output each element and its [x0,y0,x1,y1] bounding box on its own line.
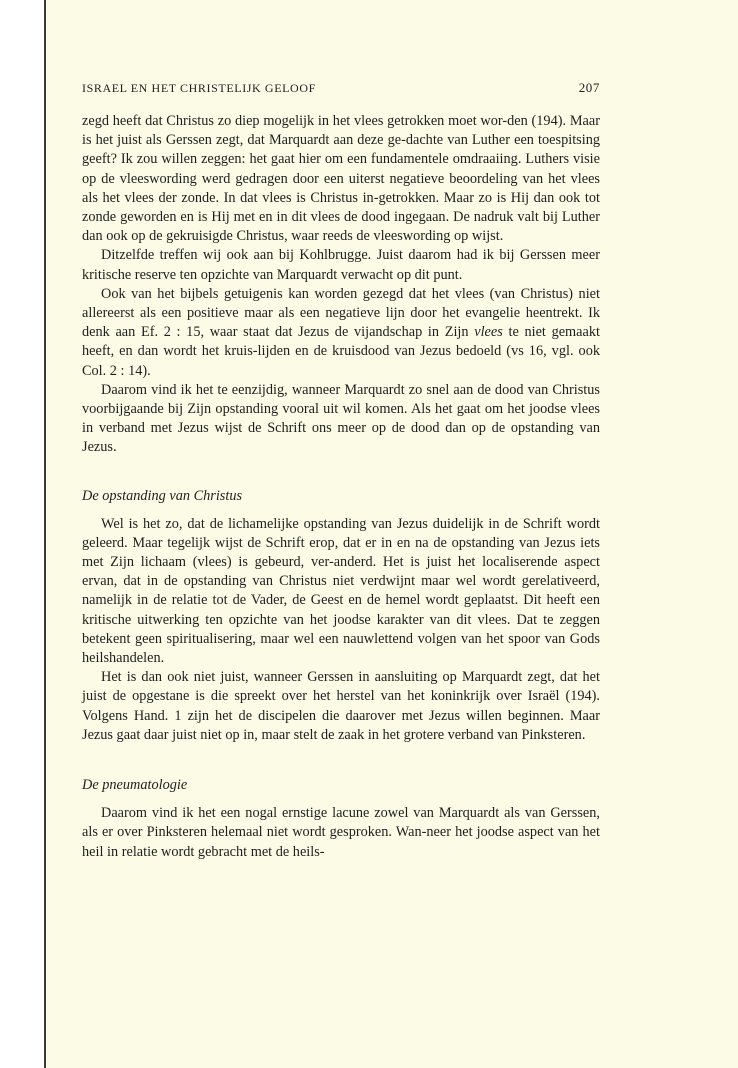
paragraph-2: Ditzelfde treffen wij ook aan bij Kohlbrugge. Juist daarom had ik bij Gerssen meer kritische reserve ten opzichte van Marquardt verwacht op dit punt. [82,247,600,283]
italic-term-vlees: vlees [474,324,503,341]
paragraph-1: zegd heeft dat Christus zo diep mogelijk in het vlees getrokken moet wor-den (194). Maar is het juist als Gerssen zegt, dat Marquardt aan deze ge-dachte van Luther een toespitsing geeft? Ik zou willen zeggen: het gaat hier om een fundamentele omdraaiing. Luthers visie op de vleeswording werd gedragen door een uiterst negatieve beoordeling van het vlees als het vlees der zonde. In dat vlees is Christus in-getrokken. Maar zo is Hij dan ook tot zonde geworden en is Hij met en in dit vlees de dood ingegaan. De nadruk valt bij Luther dan ook op de gekruisigde Christus, waar reeds de vleeswording op wijst. [82,113,600,245]
paragraph-3-text-start: Ook van het bijbels getuigenis kan worden gezegd dat het vlees (van Christus) niet allereerst als een positieve maar als een negatieve lijn door het evangelie heentrekt. Ik denk aan Ef. 2 : 15, waar staat dat Jezus de vijandschap in Zijn [82,285,600,341]
paragraph-6: Het is dan ook niet juist, wanneer Gerssen in aansluiting op Marquardt zegt, dat het juist de opgestane is die spreekt over het herstel van het koninkrijk over Israël (194). Volgens Hand. 1 zijn het de discipelen die daarover met Jezus willen beginnen. Maar Jezus gaat daar juist niet op in, maar stelt de zaak in het grotere verband van Pinksteren. [82,669,600,743]
page-content [82,80,600,862]
section-heading-pneumatologie: De pneumatologie [82,777,188,794]
paragraph-3-text-end: te niet gemaakt heeft, en dan wordt het kruis-lijden en de kruisdood van Jezus bedoeld (vs 16, vgl. ook Col. 2 : 14). [82,324,600,379]
page-number: 207 [578,80,600,95]
book-page [44,0,738,1068]
paragraph-7: Daarom vind ik het een nogal ernstige lacune zowel van Marquardt als van Gerssen, als er over Pinksteren helemaal niet wordt gesproken. Wan-neer het joodse aspect van het heil in relatie wordt gebracht met de heils- [82,805,600,860]
running-head [82,80,600,96]
paragraph-3 [82,285,600,381]
section-heading-opstanding: De opstanding van Christus [82,487,243,504]
running-title: ISRAEL EN HET CHRISTELIJK GELOOF [82,81,316,95]
paragraph-5: Wel is het zo, dat de lichamelijke opstanding van Jezus duidelijk in de Schrift wordt geleerd. Maar tegelijk wijst de Schrift erop, dat er in en na de opstanding van Jezus iets met Zijn lichaam (vlees) is gebeurd, ver-anderd. Het is juist het localiserende aspect ervan, dat in de opstanding van Christus niet verdwijnt maar wel wordt gerelativeerd, namelijk in de relatie tot de Vader, de Geest en de hemel wordt geplaatst. Dit heeft een kritische uitwerking ten opzichte van het joodse karakter van dit vlees. Dat te zeggen betekent geen spiritualisering, maar wel een nauwlettend volgen van het spoor van Gods heilshandelen. [82,515,600,667]
paragraph-4: Daarom vind ik het te eenzijdig, wanneer Marquardt zo snel aan de dood van Christus voorbijgaande bij Zijn opstanding vooral uit wil komen. Als het gaat om het joodse vlees in verband met Jezus wijst de Schrift ons meer op de dood dan op de opstanding van Jezus. [82,381,600,456]
